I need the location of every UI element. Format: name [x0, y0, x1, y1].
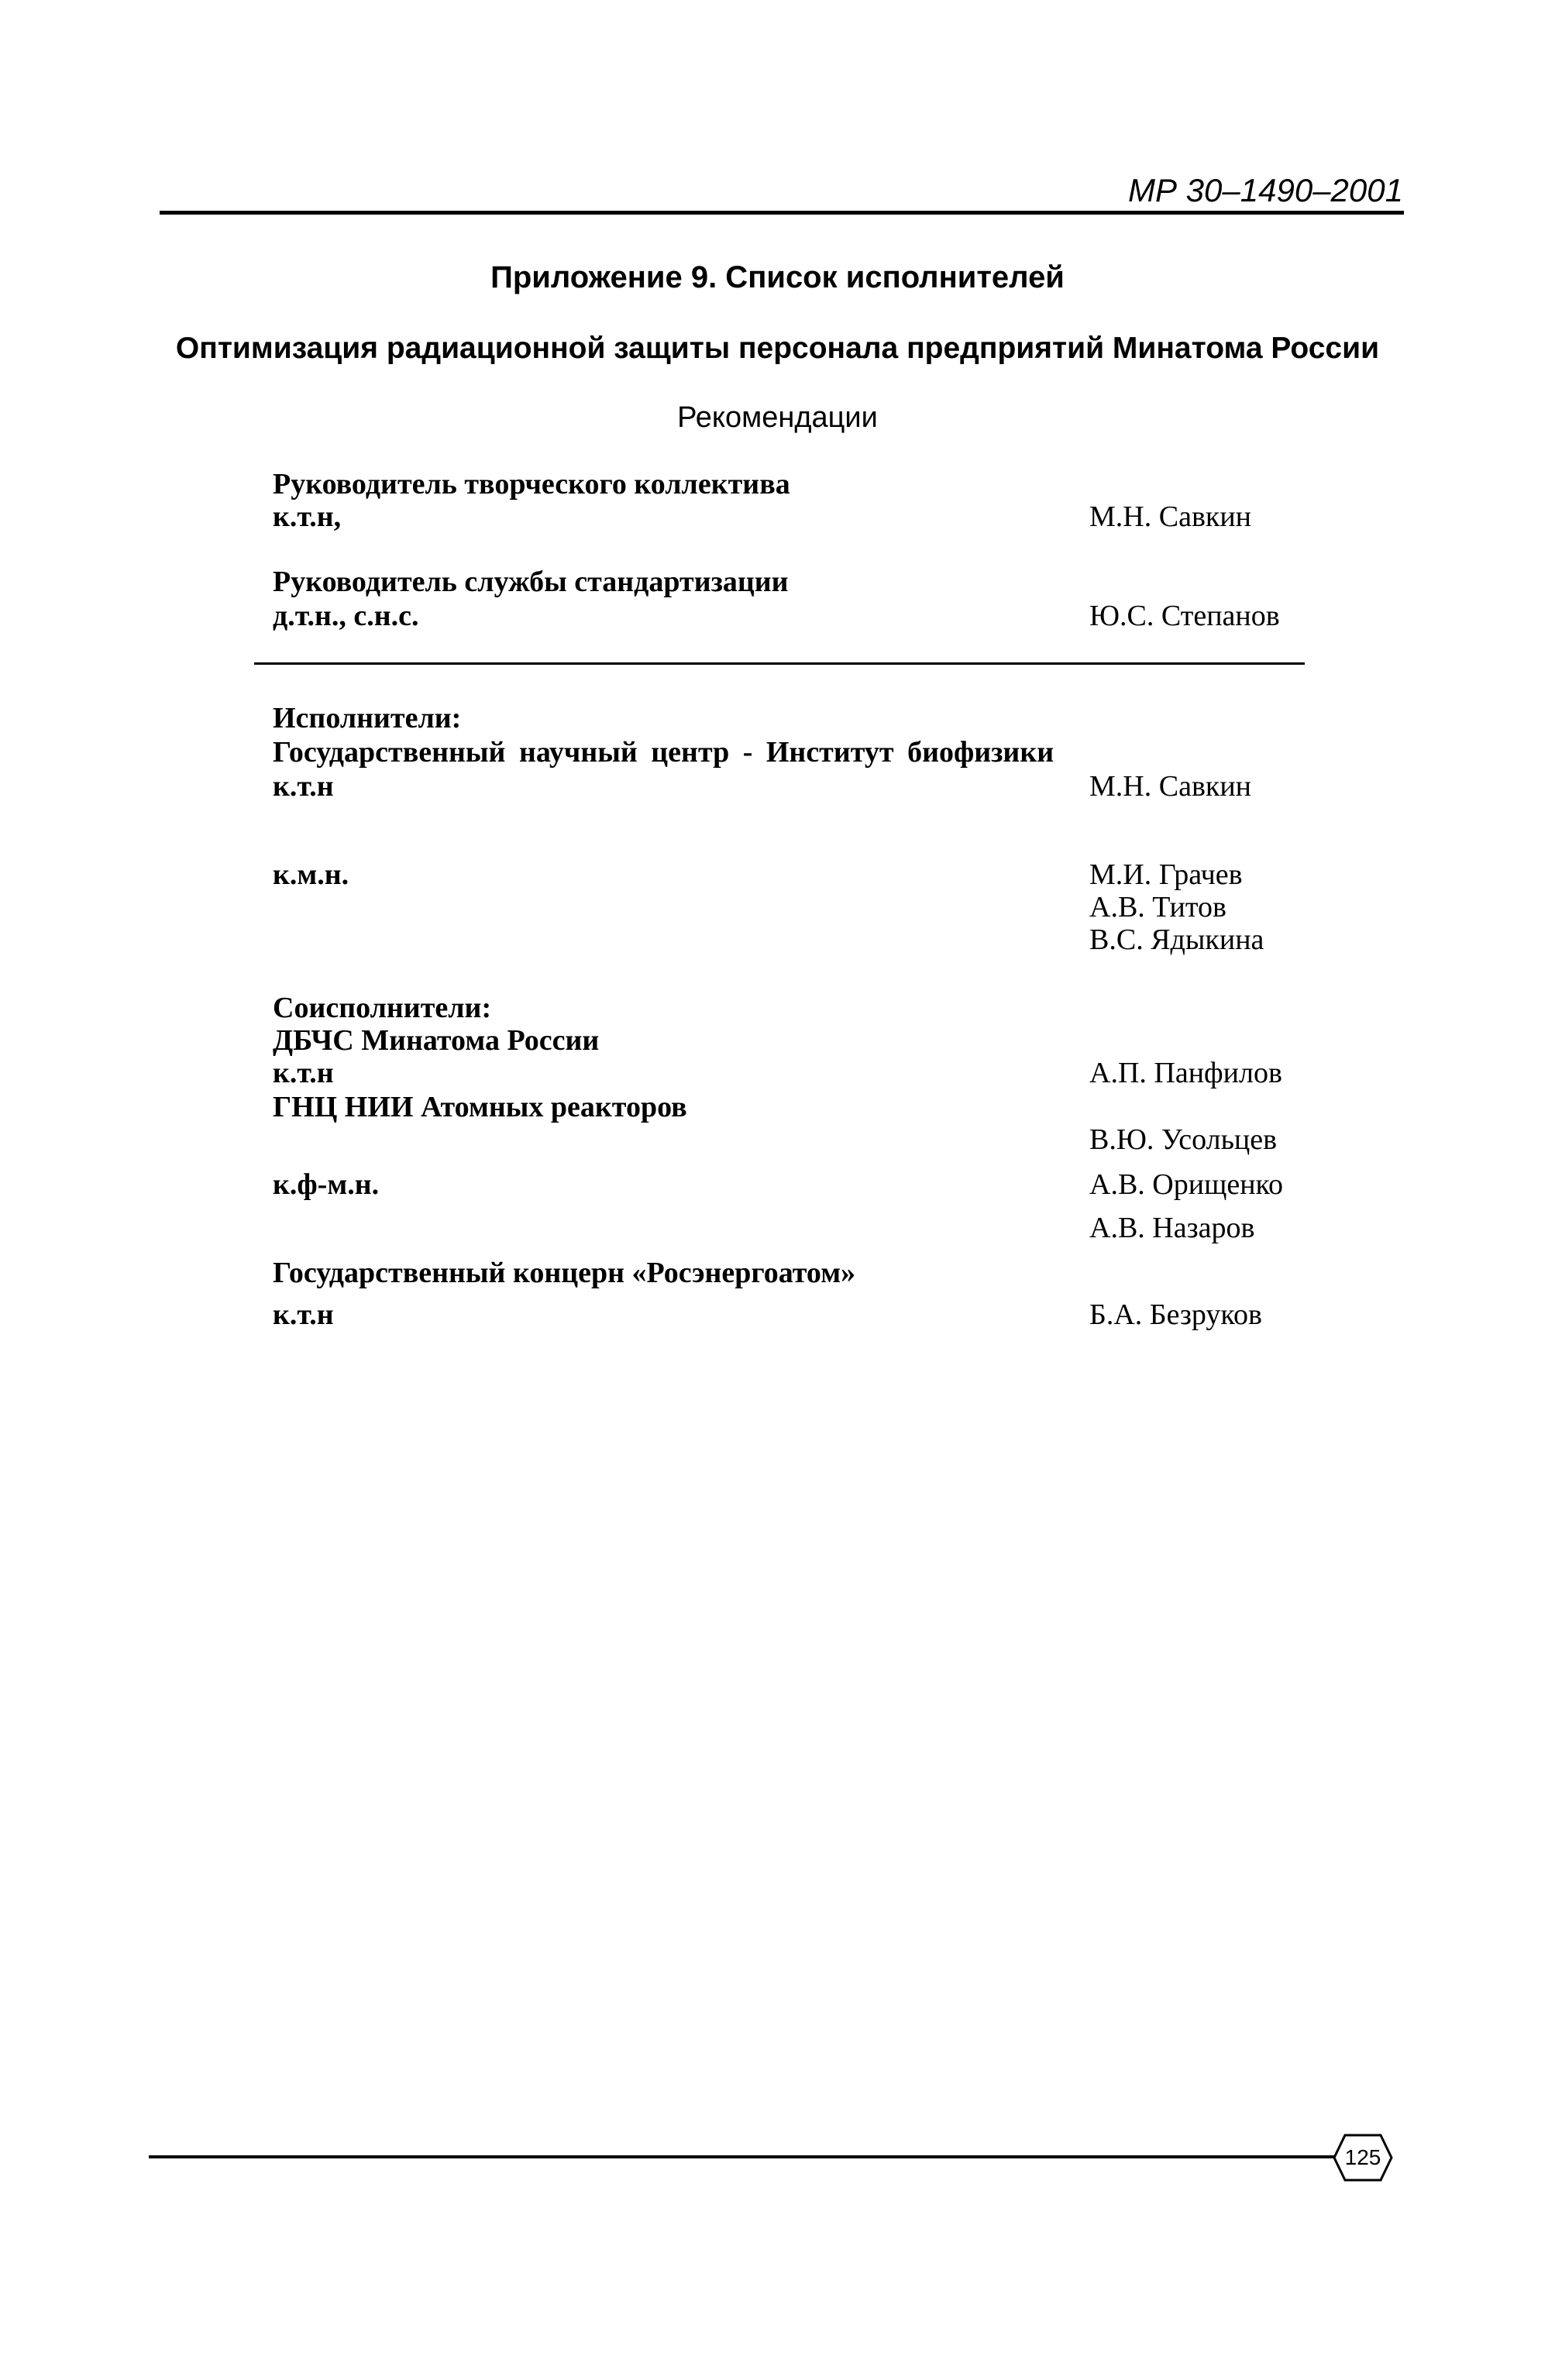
leader-name-1: М.Н. Савкин	[1089, 500, 1252, 533]
leader-role-1: Руководитель творческого коллектива	[273, 468, 790, 500]
coexecutors-org-3: Государственный концерн «Росэнергоатом»	[273, 1257, 856, 1289]
executors-heading: Исполнители:	[273, 702, 462, 734]
coexecutors-org-3-degree: к.т.н	[273, 1298, 334, 1331]
coexecutors-org-2-name-1: В.Ю. Усольцев	[1089, 1123, 1278, 1156]
footer-rule	[149, 2155, 1340, 2158]
page-number: 125	[1344, 2145, 1381, 2169]
coexecutors-org-3-name: Б.А. Безруков	[1089, 1298, 1262, 1331]
appendix-title: Приложение 9. Список исполнителей	[490, 260, 1065, 294]
section-divider	[254, 662, 1305, 665]
document-id: МР 30–1490–2001	[1128, 172, 1403, 208]
coexecutors-heading: Соисполнители:	[273, 992, 492, 1024]
coexecutors-org-2-name-2: А.В. Орищенко	[1089, 1168, 1284, 1201]
page-number-badge	[1333, 2129, 1393, 2186]
leader-degree-1: к.т.н,	[273, 500, 342, 533]
leader-degree-2: д.т.н., с.н.с.	[273, 600, 419, 632]
executors-org: Государственный научный центр - Институт биофизики	[273, 736, 1054, 769]
coexecutors-org-1: ДБЧС Минатома России	[273, 1024, 600, 1057]
executors-name-2: М.И. Грачев	[1089, 858, 1243, 891]
coexecutors-org-1-name: А.П. Панфилов	[1089, 1057, 1282, 1089]
executors-degree-2: к.м.н.	[273, 858, 349, 891]
executors-name-1: М.Н. Савкин	[1089, 770, 1252, 803]
coexecutors-org-2: ГНЦ НИИ Атомных реакторов	[273, 1091, 687, 1123]
document-subject: Оптимизация радиационной защиты персонала предприятий Минатома России	[175, 332, 1380, 365]
executors-name-3: А.В. Титов	[1089, 891, 1226, 923]
executors-name-4: В.С. Ядыкина	[1089, 923, 1264, 956]
coexecutors-org-2-name-3: А.В. Назаров	[1089, 1212, 1255, 1244]
coexecutors-org-1-degree: к.т.н	[273, 1057, 334, 1089]
header-rule	[160, 211, 1404, 215]
leader-role-2: Руководитель службы стандартизации	[273, 566, 789, 598]
coexecutors-org-2-degree: к.ф-м.н.	[273, 1168, 380, 1201]
executors-degree-1: к.т.н	[273, 770, 334, 803]
leader-name-2: Ю.С. Степанов	[1089, 600, 1280, 632]
document-type: Рекомендации	[677, 401, 878, 434]
